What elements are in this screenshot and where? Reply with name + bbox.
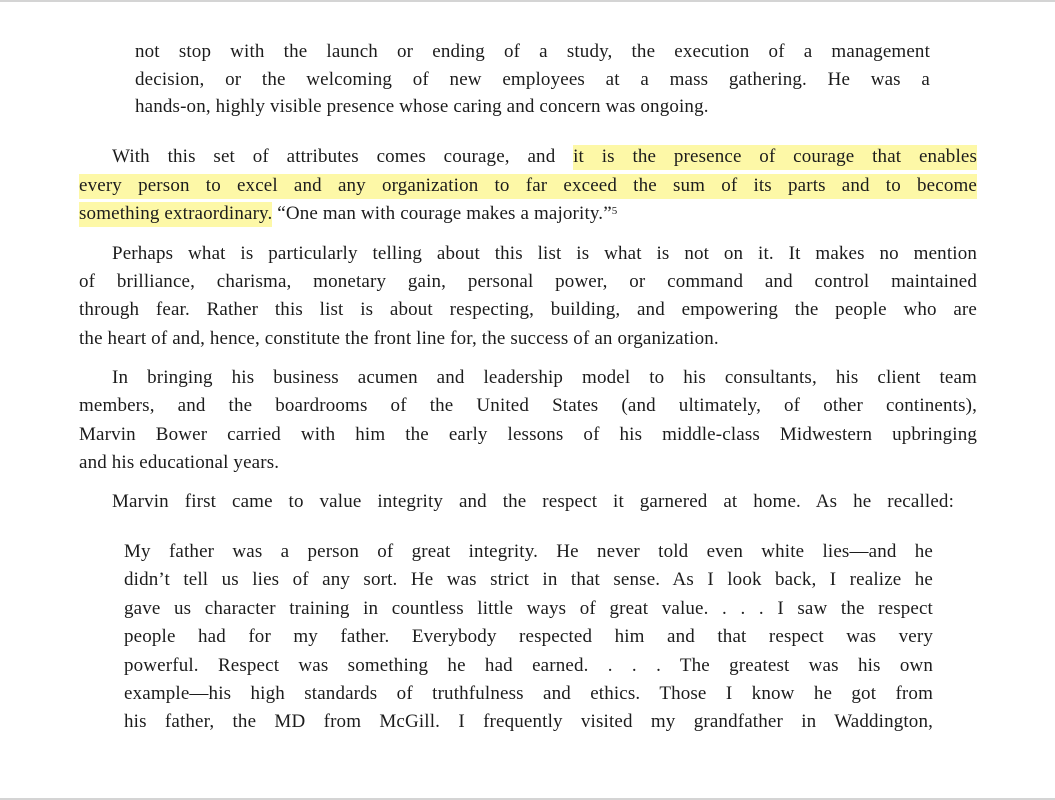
paragraph-line: Marvin Bower carried with him the early lessons of his middle-class Midwestern upbringing xyxy=(79,424,977,445)
paragraph-line: through fear. Rather this list is about respecting, building, and empowering the people who are xyxy=(79,299,977,320)
quote-line: not stop with the launch or ending of a study, the execution of a management xyxy=(135,41,930,62)
paragraph-line: of brilliance, charisma, monetary gain, personal power, or command and control maintained xyxy=(79,271,977,292)
footnote-marker: 5 xyxy=(611,205,618,217)
quote-line: powerful. Respect was something he had earned. . . . The greatest was his own xyxy=(124,655,933,676)
paragraph-line xyxy=(79,174,977,198)
paragraph-line xyxy=(112,145,977,169)
paragraph-line xyxy=(79,202,977,226)
paragraph-line: and his educational years. xyxy=(79,452,280,473)
highlighted-text: it is the presence of courage that enables xyxy=(573,145,977,170)
quote-line: people had for my father. Everybody respected him and that respect was very xyxy=(124,626,933,647)
quote-line: hands-on, highly visible presence whose caring and concern was ongoing. xyxy=(135,96,709,117)
paragraph-line: members, and the boardrooms of the United States (and ultimately, of other continents), xyxy=(79,395,977,416)
highlighted-text: every person to excel and any organization to far exceed the sum of its parts and to become xyxy=(79,174,977,199)
paragraph-line: In bringing his business acumen and leadership model to his consultants, his client team xyxy=(112,367,977,388)
quote-line: example—his high standards of truthfulness and ethics. Those I know he got from xyxy=(124,683,933,704)
quote-line: decision, or the welcoming of new employees at a mass gathering. He was a xyxy=(135,69,930,90)
paragraph-line: the heart of and, hence, constitute the front line for, the success of an organization. xyxy=(79,328,719,349)
plain-text: “One man with courage makes a majority.” xyxy=(272,203,612,224)
paragraph-line: Perhaps what is particularly telling about this list is what is not on it. It makes no mention xyxy=(112,243,977,264)
quote-line: My father was a person of great integrity. He never told even white lies—and he xyxy=(124,541,933,562)
highlighted-text: something extraordinary. xyxy=(79,202,272,227)
quote-line: didn’t tell us lies of any sort. He was strict in that sense. As I look back, I realize he xyxy=(124,569,933,590)
quote-line: gave us character training in countless little ways of great value. . . . I saw the respect xyxy=(124,598,933,619)
paragraph-line: Marvin first came to value integrity and the respect it garnered at home. As he recalled: xyxy=(112,491,954,512)
plain-text: With this set of attributes comes courage, and xyxy=(112,146,574,167)
quote-line: his father, the MD from McGill. I frequently visited my grandfather in Waddington, xyxy=(124,711,933,732)
